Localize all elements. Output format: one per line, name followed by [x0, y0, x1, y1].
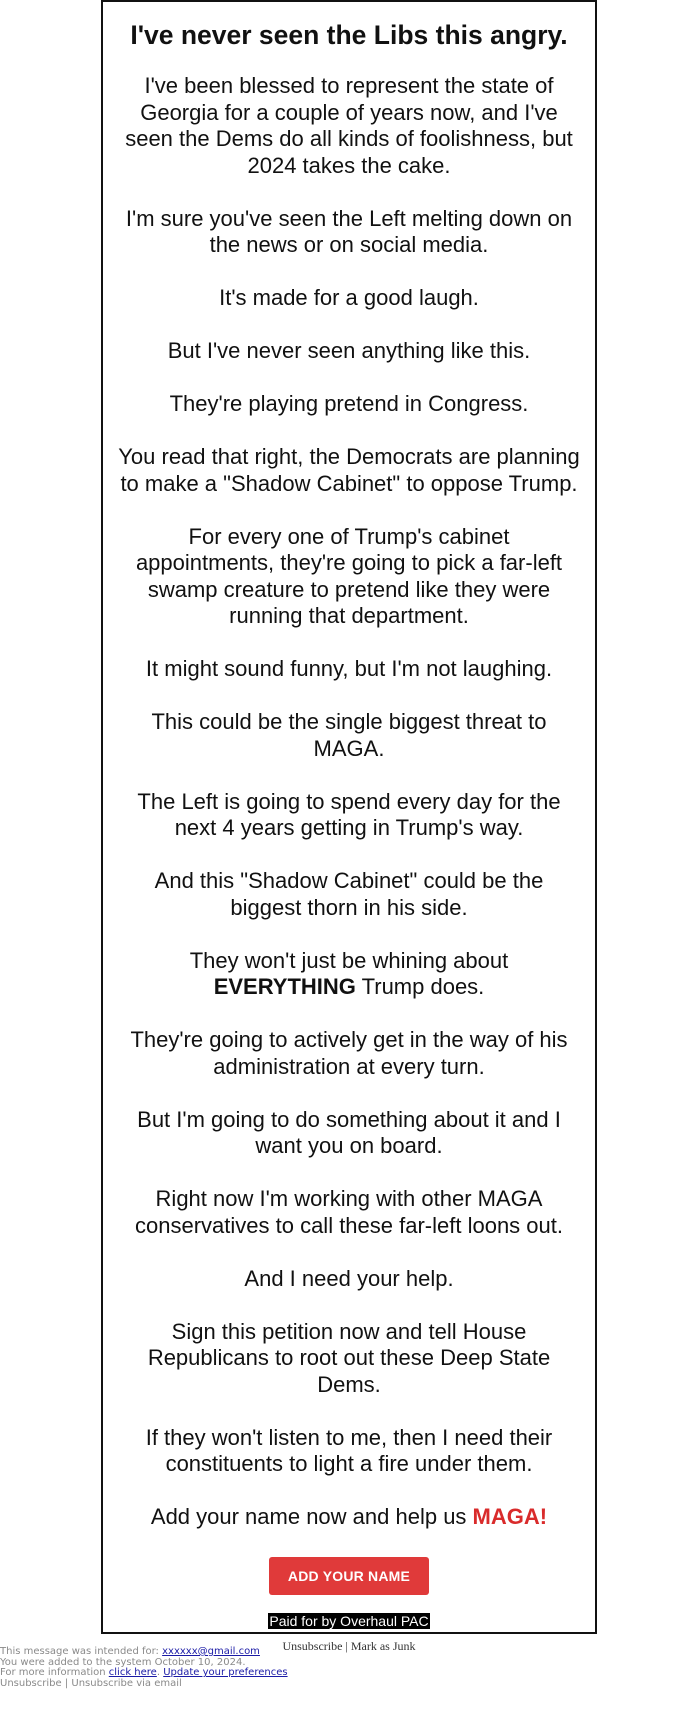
email-headline: I've never seen the Libs this angry. [130, 20, 568, 50]
unsubscribe-line [0, 1679, 288, 1690]
mark-as-junk-link[interactable]: Mark as Junk [350, 1639, 416, 1653]
paragraph-16: And I need your help. [244, 1265, 454, 1291]
intended-for-line [0, 1647, 288, 1658]
add-your-name-button[interactable]: ADD YOUR NAME [269, 1557, 429, 1595]
paragraph-2: I'm sure you've seen the Left melting down on the news or on social media. [125, 205, 573, 257]
paragraph-5: They're playing pretend in Congress. [169, 391, 529, 416]
paragraph-10: The Left is going to spend every day for the next 4 years getting in Trump's way. [137, 788, 561, 840]
email-body-copy [103, 73, 595, 1531]
paragraph-13: They're going to actively get in the way of his administration at every turn. [130, 1027, 568, 1079]
paragraph-12-text-before: They won't just be whining about [189, 947, 509, 973]
paragraph-12-emphasis: EVERYTHING [213, 974, 356, 999]
maga-emphasis: MAGA! [472, 1504, 548, 1529]
paragraph-14: But I'm going to do something about it and I want you on board. [137, 1106, 561, 1158]
more-info-label: For more information [0, 1667, 109, 1679]
period-separator: . [156, 1667, 164, 1679]
paragraph-17: Sign this petition now and tell House Republicans to root out these Deep State Dems. [147, 1318, 551, 1397]
paragraph-9: This could be the single biggest threat to MAGA. [151, 709, 547, 761]
paragraph-8: It might sound funny, but I'm not laughing. [145, 656, 553, 681]
footer-unsubscribe-link[interactable]: Unsubscribe [0, 1677, 62, 1689]
paragraph-15: Right now I'm working with other MAGA conservatives to call these far-left loons out. [135, 1186, 563, 1238]
paragraph-7: For every one of Trump's cabinet appointments, they're going to pick a far-left swamp creature to pretend like they were running that department. [135, 523, 563, 628]
paragraph-18: If they won't listen to me, then I need their constituents to light a fire under them. [145, 1424, 553, 1476]
delivery-footer [0, 1647, 288, 1689]
added-date-line: You were added to the system October 10, 2024. [0, 1656, 246, 1668]
paragraph-3: It's made for a good laugh. [219, 285, 479, 310]
paragraph-11: And this "Shadow Cabinet" could be the biggest thorn in his side. [154, 868, 544, 920]
paid-for-text: Paid for by Overhaul PAC [269, 1613, 429, 1629]
intended-for-label: This message was intended for: [0, 1646, 163, 1657]
paragraph-12-text-after: Trump does. [355, 974, 485, 999]
update-preferences-link[interactable]: Update your preferences [163, 1667, 288, 1679]
link-separator: | [345, 1639, 348, 1653]
footer-separator: | [61, 1677, 72, 1689]
paragraph-19-text: Add your name now and help us [150, 1504, 473, 1529]
paragraph-19 [117, 1504, 581, 1531]
paragraph-6: You read that right, the Democrats are planning to make a "Shadow Cabinet" to oppose Trump. [118, 444, 580, 496]
paragraph-4: But I've never seen anything like this. [167, 338, 531, 363]
unsubscribe-via-email-link[interactable]: Unsubscribe via email [71, 1677, 182, 1689]
unsubscribe-link[interactable]: Unsubscribe [282, 1639, 343, 1653]
click-here-link[interactable]: click here [108, 1667, 157, 1679]
recipient-email-link[interactable]: xxxxxx@gmail.com [162, 1646, 260, 1657]
paragraph-1: I've been blessed to represent the state of Georgia for a couple of years now, and I've seen the Dems do all kinds of foolishness, but 2024 takes the cake. [125, 73, 573, 178]
paid-for-disclaimer [103, 1613, 595, 1631]
paragraph-12 [117, 948, 581, 1001]
